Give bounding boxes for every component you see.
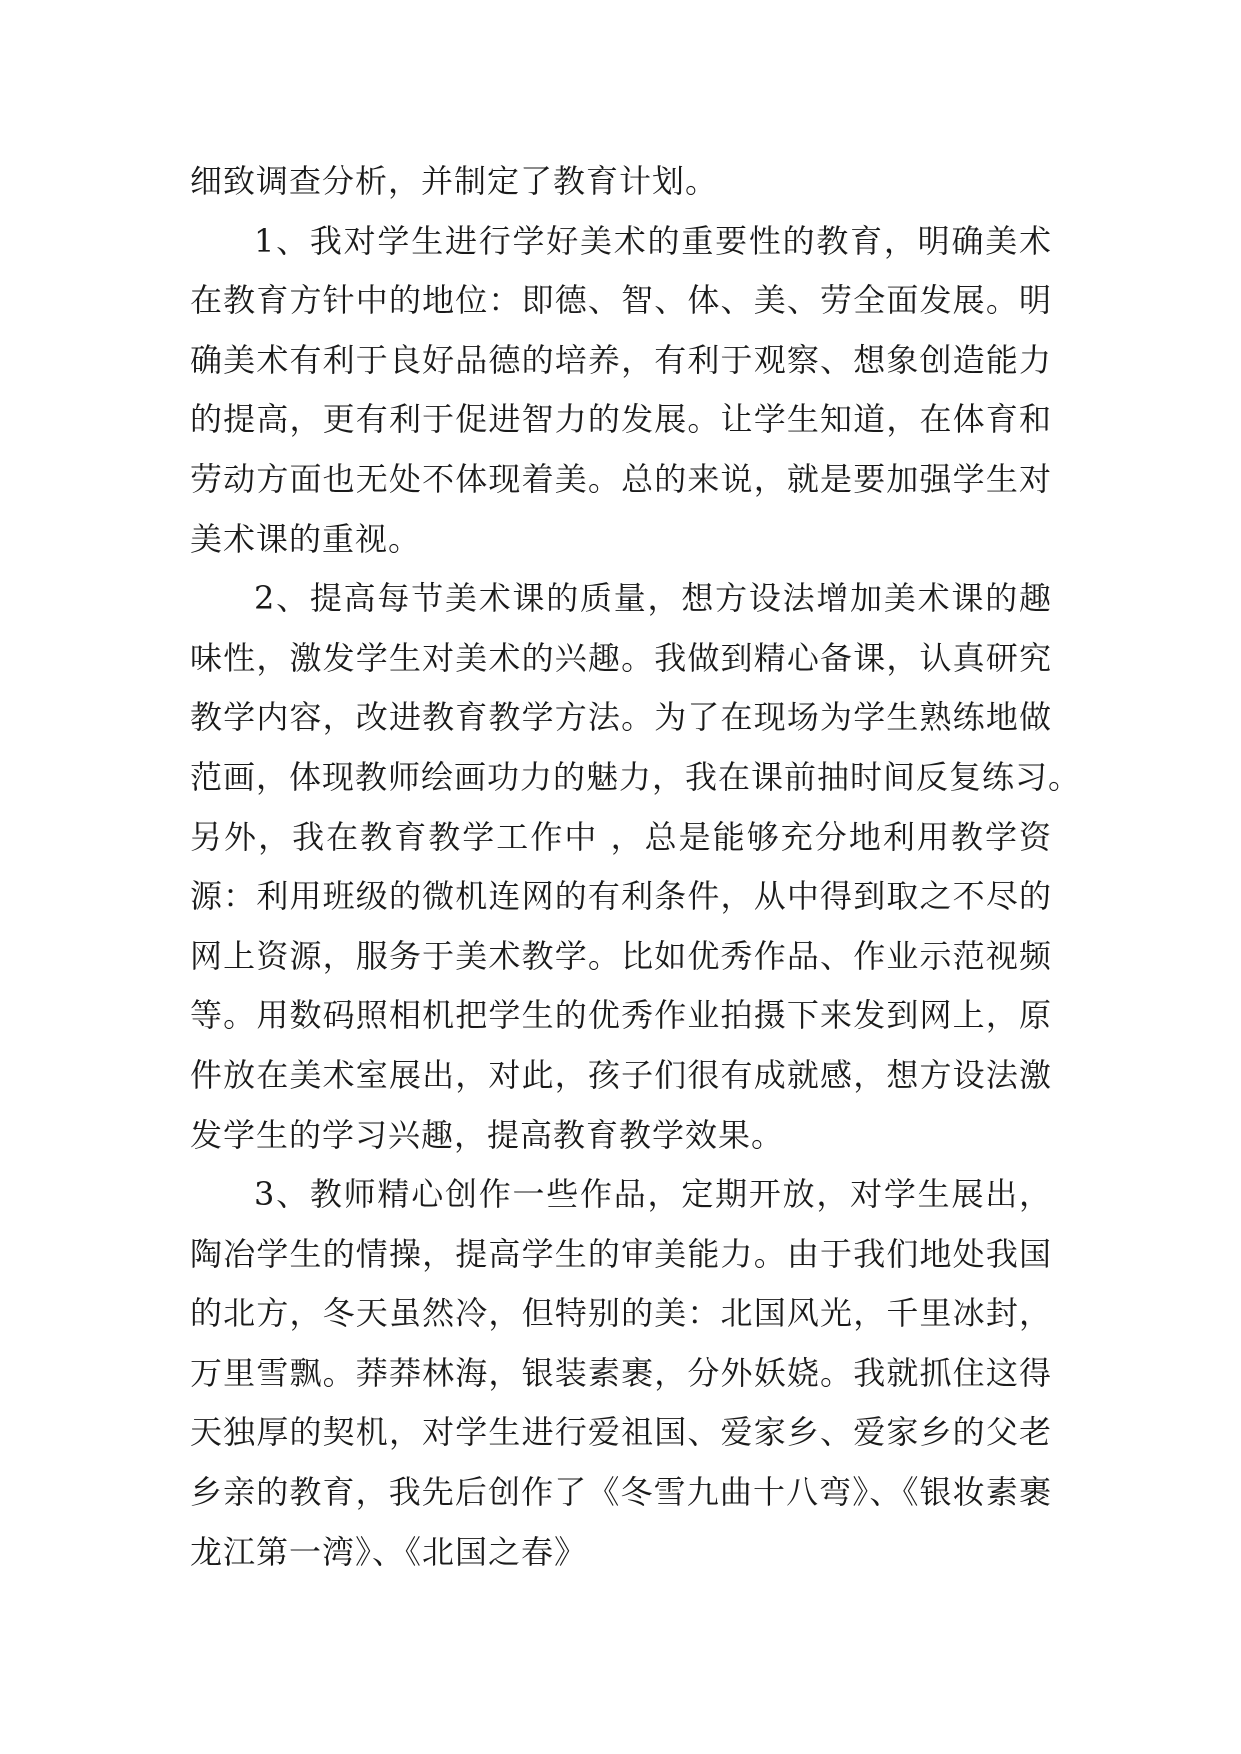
text-line: 确美术有利于良好品德的培养，有利于观察、想象创造能力	[190, 340, 1052, 379]
text-line: 的提高，更有利于促进智力的发展。让学生知道，在体育和	[190, 400, 1052, 439]
document-body	[190, 152, 1082, 1582]
text-line: 件放在美术室展出，对此，孩子们很有成就感，想方设法激	[190, 1055, 1052, 1094]
text-line: 源：利用班级的微机连网的有利条件，从中得到取之不尽的	[190, 877, 1052, 916]
text-line: 在教育方针中的地位：即德、智、体、美、劳全面发展。明	[190, 281, 1052, 320]
text-line: 乡亲的教育，我先后创作了《冬雪九曲十八弯》、《银妆素裹	[190, 1473, 1052, 1512]
text-line: 的北方，冬天虽然冷，但特别的美：北国风光，千里冰封，	[190, 1294, 1052, 1333]
text-line: 2、提高每节美术课的质量，想方设法增加美术课的趣	[254, 579, 1052, 618]
text-line: 美术课的重视。	[190, 519, 422, 558]
text-line: 万里雪飘。莽莽林海，银装素裹，分外妖娆。我就抓住这得	[190, 1353, 1052, 1392]
text-line: 3、教师精心创作一些作品，定期开放，对学生展出，	[254, 1175, 1052, 1214]
text-line: 陶冶学生的情操，提高学生的审美能力。由于我们地处我国	[190, 1234, 1052, 1273]
text-line: 劳动方面也无处不体现着美。总的来说，就是要加强学生对	[190, 459, 1052, 498]
text-line: 发学生的学习兴趣，提高教育教学效果。	[190, 1115, 785, 1154]
text-line: 另外，我在教育教学工作中 ，总是能够充分地利用教学资	[190, 817, 1052, 856]
text-line: 教学内容，改进教育教学方法。为了在现场为学生熟练地做	[190, 698, 1052, 737]
text-line: 细致调查分析，并制定了教育计划。	[190, 162, 719, 200]
text-line: 天独厚的契机，对学生进行爱祖国、爱家乡、爱家乡的父老	[190, 1413, 1052, 1452]
text-line: 龙江第一湾》、《北国之春》	[190, 1532, 588, 1571]
text-line: 范画，体现教师绘画功力的魅力，我在课前抽时间反复练习。	[190, 757, 1082, 796]
text-line: 等。用数码照相机把学生的优秀作业拍摄下来发到网上，原	[190, 996, 1052, 1035]
text-line: 网上资源，服务于美术教学。比如优秀作品、作业示范视频	[190, 936, 1052, 975]
text-line: 味性，激发学生对美术的兴趣。我做到精心备课，认真研究	[190, 638, 1052, 677]
text-line: 1、我对学生进行学好美术的重要性的教育，明确美术	[254, 221, 1052, 260]
